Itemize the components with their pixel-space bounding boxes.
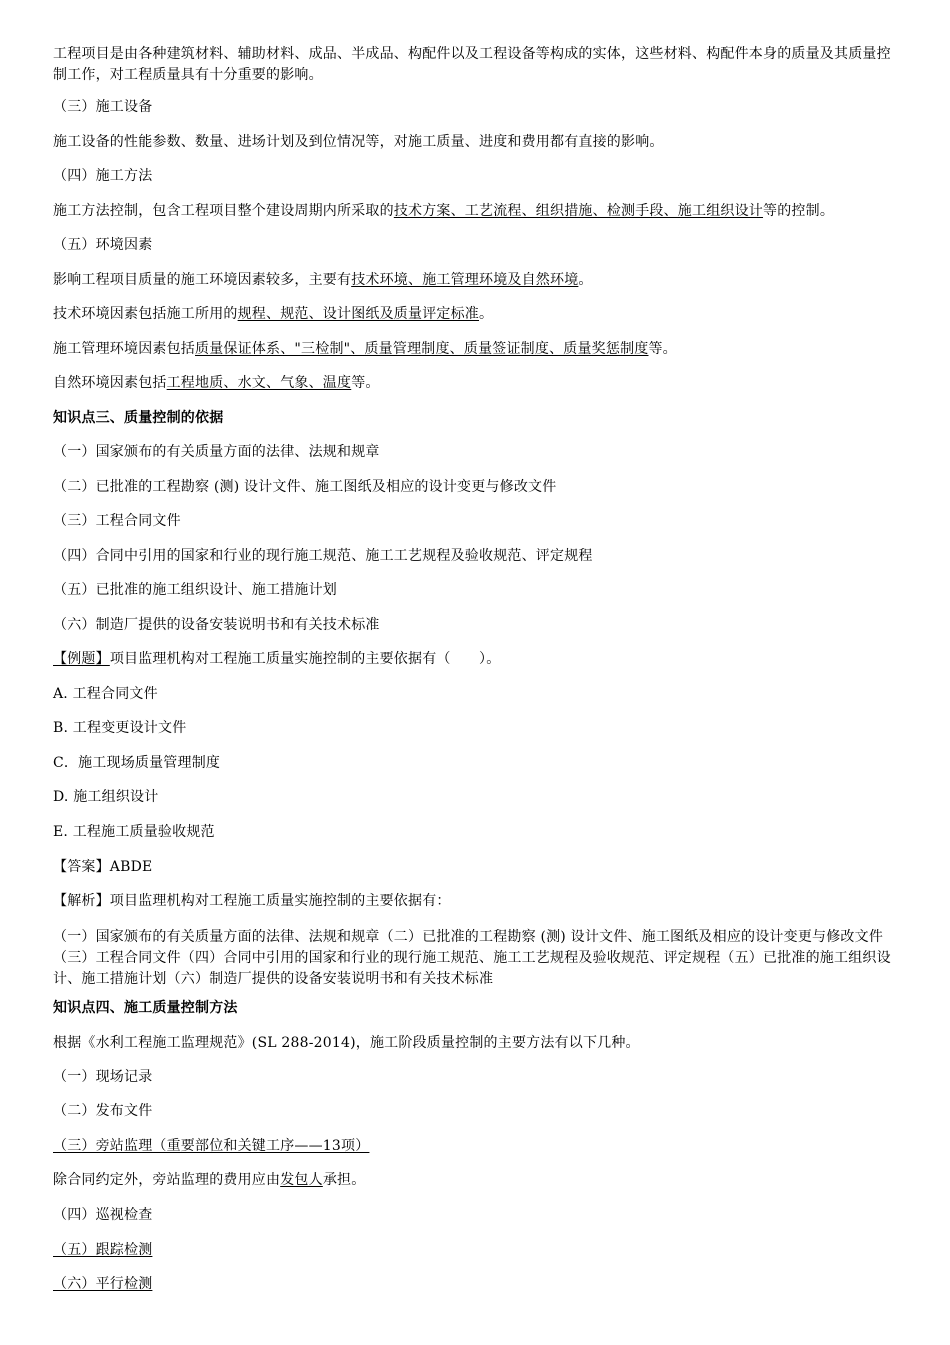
underlined-text: 质量保证体系、"三检制"、质量管理制度、质量签证制度、质量奖惩制度 [195,341,649,357]
example-question [53,649,903,669]
text: 施工方法控制，包含工程项目整个建设周期内所采取的 [53,203,394,219]
basis-item: （一）国家颁布的有关质量方面的法律、法规和规章 [53,444,380,460]
underlined-text: 技术环境、施工管理环境及自然环境 [351,272,579,288]
text: 等。 [351,375,380,391]
basis-item: （四）合同中引用的国家和行业的现行施工规范、施工工艺规程及验收规范、评定规程 [53,548,593,564]
text: 自然环境因素包括 [53,375,167,391]
option-c: C．施工现场质量管理制度 [53,755,221,771]
basis-item: （二）已批准的工程勘察 (测) 设计文件、施工图纸及相应的设计变更与修改文件 [53,479,557,495]
analysis-title: 【解析】项目监理机构对工程施工质量实施控制的主要依据有： [53,893,451,909]
text: 技术环境因素包括施工所用的 [53,306,238,322]
text: 影响工程项目质量的施工环境因素较多，主要有 [53,272,352,288]
heading-environment: （五）环境因素 [53,237,153,253]
paragraph-environment-4 [53,373,903,393]
method-item: （六）平行检测 [53,1276,153,1292]
text: 。 [578,272,593,288]
text: 施工管理环境因素包括 [53,341,195,357]
text: 承担。 [322,1172,366,1188]
paragraph-supervision-cost [53,1170,903,1190]
method-item: （一）现场记录 [53,1069,153,1085]
paragraph-environment-3 [53,339,903,359]
method-item: （四）巡视检查 [53,1207,153,1223]
text: 等。 [648,341,677,357]
paragraph-environment-2 [53,304,903,324]
section-title-knowledge-3: 知识点三、质量控制的依据 [53,410,224,426]
paragraph-equipment: 施工设备的性能参数、数量、进场计划及到位情况等，对施工质量、进度和费用都有直接的影响。 [53,134,664,150]
underlined-text: 发包人 [280,1172,323,1188]
analysis-body: （一）国家颁布的有关质量方面的法律、法规和规章（二）已批准的工程勘察 (测) 设计文件、施工图纸及相应的设计变更与修改文件（三）工程合同文件（四）合同中引用的国家和行业的现行施工规范、施工工艺规程及验收规范、评定规程（五）已批准的施工组织设计、施工措施计划（六）制造厂提供的设备安装说明书和有关技术标准 [53,929,891,987]
answer: 【答案】ABDE [53,859,153,875]
option-e: E. 工程施工质量验收规范 [53,824,215,840]
paragraph-method-intro: 根据《水利工程施工监理规范》(SL 288-2014)，施工阶段质量控制的主要方法有以下几种。 [53,1035,640,1051]
basis-item: （三）工程合同文件 [53,513,181,529]
option-b: B. 工程变更设计文件 [53,720,187,736]
text: 。 [479,306,494,322]
heading-method: （四）施工方法 [53,168,153,184]
method-item: （三）旁站监理（重要部位和关键工序——13项） [53,1138,370,1154]
basis-item: （五）已批准的施工组织设计、施工措施计划 [53,582,337,598]
option-a: A. 工程合同文件 [53,686,158,702]
section-title-knowledge-4: 知识点四、施工质量控制方法 [53,1000,238,1016]
heading-equipment: （三）施工设备 [53,99,153,115]
paragraph-materials: 工程项目是由各种建筑材料、辅助材料、成品、半成品、构配件以及工程设备等构成的实体，这些材料、构配件本身的质量及其质量控制工作，对工程质量具有十分重要的影响。 [53,46,891,83]
underlined-text: 工程地质、水文、气象、温度 [166,375,352,391]
method-item: （五）跟踪检测 [53,1242,153,1258]
question-text: 项目监理机构对工程施工质量实施控制的主要依据有（ ）。 [109,651,501,667]
option-d: D. 施工组织设计 [53,789,159,805]
underlined-text: 技术方案、工艺流程、组织措施、检测手段、施工组织设计 [393,203,764,219]
example-tag: 【例题】 [53,651,110,667]
text: 等的控制。 [763,203,835,219]
method-item: （二）发布文件 [53,1103,153,1119]
paragraph-method [53,201,903,221]
underlined-text: 规程、规范、设计图纸及质量评定标准 [237,306,480,322]
basis-item: （六）制造厂提供的设备安装说明书和有关技术标准 [53,617,380,633]
paragraph-environment-1 [53,270,903,290]
text: 除合同约定外，旁站监理的费用应由 [53,1172,281,1188]
